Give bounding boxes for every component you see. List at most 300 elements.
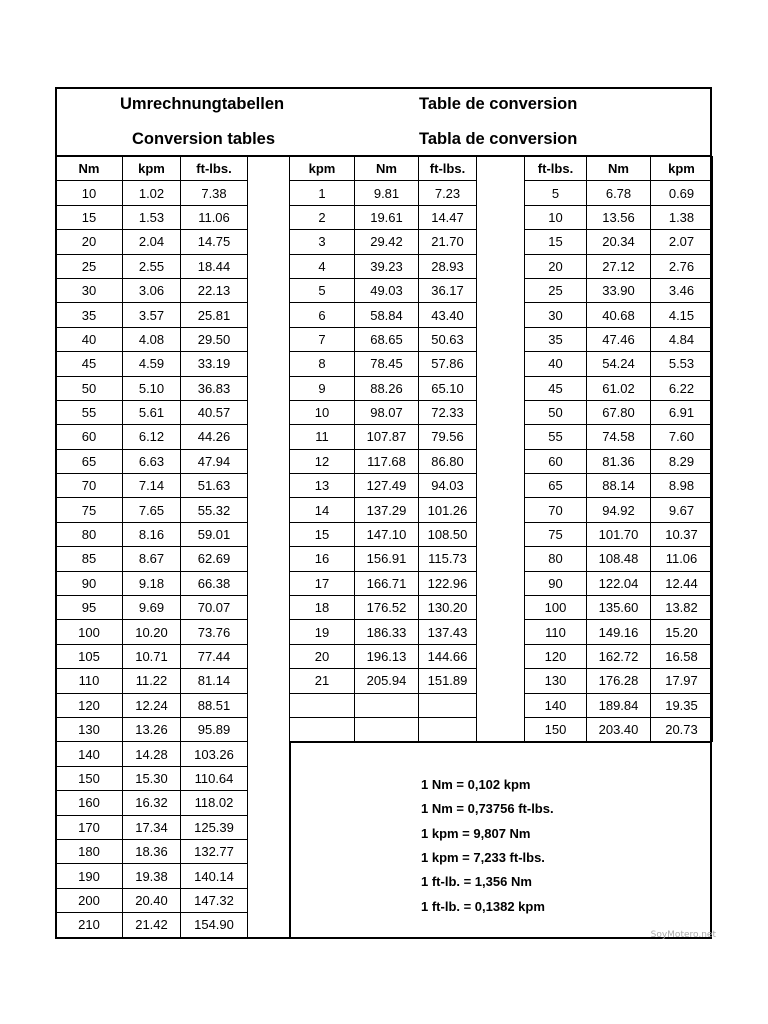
table-row <box>56 449 248 473</box>
table-row <box>56 644 248 668</box>
table-cell: 88.14 <box>587 474 651 498</box>
table-cell: 2.07 <box>651 230 713 254</box>
table-cell: 45 <box>525 376 587 400</box>
table-cell: 35 <box>525 327 587 351</box>
column-header: ft-lbs. <box>181 157 248 181</box>
table-cell: 6.78 <box>587 181 651 205</box>
table-row <box>525 717 713 741</box>
table-row <box>290 278 477 302</box>
table-cell: 2.55 <box>123 254 181 278</box>
table-cell: 43.40 <box>419 303 477 327</box>
table-cell: 15 <box>290 522 355 546</box>
table-cell: 2 <box>290 205 355 229</box>
table-cell: 2.04 <box>123 230 181 254</box>
table-cell: 19.61 <box>355 205 419 229</box>
table-cell: 70.07 <box>181 596 248 620</box>
table-cell: 20 <box>56 230 123 254</box>
table-cell: 140 <box>525 693 587 717</box>
column-header: Nm <box>56 157 123 181</box>
table-header-row <box>56 157 248 181</box>
table-cell: 30 <box>525 303 587 327</box>
table-cell: 4 <box>290 254 355 278</box>
table-cell: 10 <box>290 400 355 424</box>
table-cell: 66.38 <box>181 571 248 595</box>
table-cell: 4.84 <box>651 327 713 351</box>
table-cell: 110 <box>525 620 587 644</box>
table-cell: 7.38 <box>181 181 248 205</box>
watermark: SoyMotero.net <box>650 930 716 940</box>
column-header: ft-lbs. <box>525 157 587 181</box>
table-cell: 120 <box>525 644 587 668</box>
table-row <box>525 571 713 595</box>
table-cell: 9 <box>290 376 355 400</box>
table-cell: 1.02 <box>123 181 181 205</box>
table-cell: 3.57 <box>123 303 181 327</box>
table-cell: 20 <box>525 254 587 278</box>
table-cell: 122.96 <box>419 571 477 595</box>
table-cell <box>419 693 477 717</box>
table-row <box>56 571 248 595</box>
table-cell: 44.26 <box>181 425 248 449</box>
table-row <box>56 669 248 693</box>
table-cell: 55 <box>56 400 123 424</box>
table-cell: 40 <box>525 352 587 376</box>
table-row <box>56 278 248 302</box>
table-cell: 29.42 <box>355 230 419 254</box>
table-cell: 47.94 <box>181 449 248 473</box>
table-row <box>56 327 248 351</box>
column-header: Nm <box>587 157 651 181</box>
table-cell: 4.08 <box>123 327 181 351</box>
formula-line: 1 Nm = 0,73756 ft-lbs. <box>421 801 554 816</box>
table-cell <box>290 717 355 741</box>
table-cell: 200 <box>56 888 123 912</box>
table-cell: 68.65 <box>355 327 419 351</box>
table-row <box>290 376 477 400</box>
table-cell: 16.58 <box>651 644 713 668</box>
table-cell: 15 <box>525 230 587 254</box>
table-cell: 203.40 <box>587 717 651 741</box>
table-cell: 60 <box>56 425 123 449</box>
table-cell: 14.47 <box>419 205 477 229</box>
formula-box <box>289 741 712 939</box>
table-cell: 88.26 <box>355 376 419 400</box>
table-cell: 150 <box>56 766 123 790</box>
table-cell: 127.49 <box>355 474 419 498</box>
table-row <box>525 254 713 278</box>
table-cell: 151.89 <box>419 669 477 693</box>
table-cell: 14 <box>290 498 355 522</box>
formula-line: 1 Nm = 0,102 kpm <box>421 777 531 792</box>
table-cell: 176.52 <box>355 596 419 620</box>
table-cell: 73.76 <box>181 620 248 644</box>
table-cell: 11.22 <box>123 669 181 693</box>
formula-line: 1 kpm = 9,807 Nm <box>421 826 531 841</box>
table-cell: 10.71 <box>123 644 181 668</box>
table-row <box>525 278 713 302</box>
table-cell: 29.50 <box>181 327 248 351</box>
column-header: kpm <box>123 157 181 181</box>
column-header: ft-lbs. <box>419 157 477 181</box>
table-cell: 180 <box>56 839 123 863</box>
table-cell: 186.33 <box>355 620 419 644</box>
table-cell: 58.84 <box>355 303 419 327</box>
table-cell: 5 <box>290 278 355 302</box>
table-cell: 8.29 <box>651 449 713 473</box>
table-cell: 6.91 <box>651 400 713 424</box>
table-cell: 9.67 <box>651 498 713 522</box>
table-cell: 33.90 <box>587 278 651 302</box>
table-cell: 137.43 <box>419 620 477 644</box>
table-cell: 21.42 <box>123 913 181 937</box>
table-cell: 67.80 <box>587 400 651 424</box>
table-cell: 160 <box>56 791 123 815</box>
table-row <box>56 620 248 644</box>
table-cell: 170 <box>56 815 123 839</box>
table-row <box>56 717 248 741</box>
table-cell: 70 <box>56 474 123 498</box>
table-row <box>525 498 713 522</box>
table-cell: 7.60 <box>651 425 713 449</box>
table-row <box>290 400 477 424</box>
table-cell: 55 <box>525 425 587 449</box>
table-cell: 81.14 <box>181 669 248 693</box>
table-row <box>525 181 713 205</box>
table-row <box>56 815 248 839</box>
table-row <box>56 474 248 498</box>
table-cell: 196.13 <box>355 644 419 668</box>
table-cell: 5.61 <box>123 400 181 424</box>
table-row <box>56 913 248 937</box>
table-cell: 15.30 <box>123 766 181 790</box>
table-cell: 90 <box>56 571 123 595</box>
table-cell: 122.04 <box>587 571 651 595</box>
table-row <box>56 766 248 790</box>
table-row <box>56 254 248 278</box>
table-row <box>525 352 713 376</box>
table-row <box>290 522 477 546</box>
table-row <box>525 669 713 693</box>
table-row <box>56 522 248 546</box>
table-cell: 12.44 <box>651 571 713 595</box>
table-cell: 3.06 <box>123 278 181 302</box>
table-cell: 6.22 <box>651 376 713 400</box>
table-row <box>56 693 248 717</box>
table-cell: 39.23 <box>355 254 419 278</box>
table-cell: 9.69 <box>123 596 181 620</box>
table-row <box>290 620 477 644</box>
table-cell: 132.77 <box>181 839 248 863</box>
table-row <box>56 547 248 571</box>
table-cell: 1 <box>290 181 355 205</box>
table-row <box>56 498 248 522</box>
table-cell: 120 <box>56 693 123 717</box>
table-cell: 15.20 <box>651 620 713 644</box>
table-cell: 156.91 <box>355 547 419 571</box>
table-cell: 60 <box>525 449 587 473</box>
formula-line: 1 ft-lb. = 0,1382 kpm <box>421 899 545 914</box>
table-cell: 25.81 <box>181 303 248 327</box>
table-cell: 8 <box>290 352 355 376</box>
table-cell: 0.69 <box>651 181 713 205</box>
title-spanish: Tabla de conversion <box>419 130 578 148</box>
table-cell: 72.33 <box>419 400 477 424</box>
table-cell: 8.16 <box>123 522 181 546</box>
table-cell: 40.57 <box>181 400 248 424</box>
table-cell: 154.90 <box>181 913 248 937</box>
table-row <box>290 717 477 741</box>
table-cell: 18 <box>290 596 355 620</box>
table-cell: 10 <box>56 181 123 205</box>
table-cell: 101.70 <box>587 522 651 546</box>
table-cell: 11.06 <box>651 547 713 571</box>
table-cell: 176.28 <box>587 669 651 693</box>
table-row <box>56 400 248 424</box>
table-cell: 35 <box>56 303 123 327</box>
table-row <box>525 376 713 400</box>
table-cell: 98.07 <box>355 400 419 424</box>
table-cell: 2.76 <box>651 254 713 278</box>
table-row <box>525 522 713 546</box>
table-cell: 107.87 <box>355 425 419 449</box>
table-cell <box>419 717 477 741</box>
table-cell: 108.48 <box>587 547 651 571</box>
table-cell: 7.14 <box>123 474 181 498</box>
table-cell: 5.53 <box>651 352 713 376</box>
table-row <box>56 839 248 863</box>
table-cell: 166.71 <box>355 571 419 595</box>
table-cell: 7.65 <box>123 498 181 522</box>
table-cell: 103.26 <box>181 742 248 766</box>
table-row <box>525 644 713 668</box>
table-cell: 50 <box>56 376 123 400</box>
table-row <box>525 400 713 424</box>
table-cell: 21 <box>290 669 355 693</box>
formula-line: 1 kpm = 7,233 ft-lbs. <box>421 850 545 865</box>
table-cell: 13.82 <box>651 596 713 620</box>
table-cell: 147.10 <box>355 522 419 546</box>
table-cell: 3 <box>290 230 355 254</box>
table-row <box>290 352 477 376</box>
table-cell: 12.24 <box>123 693 181 717</box>
table-cell: 19.38 <box>123 864 181 888</box>
table-row <box>525 425 713 449</box>
table-cell: 5.10 <box>123 376 181 400</box>
table-row <box>290 449 477 473</box>
column-header: Nm <box>355 157 419 181</box>
table-row <box>290 230 477 254</box>
table-cell: 6 <box>290 303 355 327</box>
table-cell: 94.03 <box>419 474 477 498</box>
title-english: Conversion tables <box>132 130 276 148</box>
table-cell: 16.32 <box>123 791 181 815</box>
table-row <box>525 230 713 254</box>
table-cell: 81.36 <box>587 449 651 473</box>
table-cell: 147.32 <box>181 888 248 912</box>
table-row <box>56 303 248 327</box>
table-cell: 130.20 <box>419 596 477 620</box>
table-cell: 7.23 <box>419 181 477 205</box>
table-row <box>290 596 477 620</box>
table-cell: 100 <box>525 596 587 620</box>
table-cell: 4.15 <box>651 303 713 327</box>
table-cell: 7 <box>290 327 355 351</box>
table-cell: 189.84 <box>587 693 651 717</box>
table-cell: 137.29 <box>355 498 419 522</box>
table-cell: 150 <box>525 717 587 741</box>
table-cell: 205.94 <box>355 669 419 693</box>
table-cell: 17 <box>290 571 355 595</box>
table-cell: 17.34 <box>123 815 181 839</box>
table-cell: 125.39 <box>181 815 248 839</box>
table-row <box>290 205 477 229</box>
table-cell: 144.66 <box>419 644 477 668</box>
table-cell: 25 <box>525 278 587 302</box>
table-row <box>56 230 248 254</box>
table-cell: 90 <box>525 571 587 595</box>
table-cell: 15 <box>56 205 123 229</box>
table-cell: 13.26 <box>123 717 181 741</box>
table-cell: 88.51 <box>181 693 248 717</box>
table-cell: 51.63 <box>181 474 248 498</box>
table-cell: 4.59 <box>123 352 181 376</box>
table-cell: 8.98 <box>651 474 713 498</box>
table-cell: 14.75 <box>181 230 248 254</box>
table-row <box>56 864 248 888</box>
table-cell: 50.63 <box>419 327 477 351</box>
table-cell: 17.97 <box>651 669 713 693</box>
table-cell: 50 <box>525 400 587 424</box>
table-cell: 162.72 <box>587 644 651 668</box>
table-cell: 33.19 <box>181 352 248 376</box>
table-row <box>525 449 713 473</box>
table-cell: 65.10 <box>419 376 477 400</box>
table-cell: 94.92 <box>587 498 651 522</box>
table-cell: 10.20 <box>123 620 181 644</box>
column-header: kpm <box>651 157 713 181</box>
table-cell: 65 <box>56 449 123 473</box>
table-cell: 18.44 <box>181 254 248 278</box>
table-cell: 80 <box>525 547 587 571</box>
table-row <box>290 254 477 278</box>
table-cell: 13 <box>290 474 355 498</box>
table-cell <box>355 693 419 717</box>
table-row <box>290 425 477 449</box>
table-cell: 57.86 <box>419 352 477 376</box>
table-cell: 95.89 <box>181 717 248 741</box>
table-cell: 101.26 <box>419 498 477 522</box>
table-cell: 110 <box>56 669 123 693</box>
table-cell: 6.63 <box>123 449 181 473</box>
table-row <box>56 181 248 205</box>
table-cell: 11.06 <box>181 205 248 229</box>
table-cell: 13.56 <box>587 205 651 229</box>
table-row <box>525 620 713 644</box>
table-cell: 117.68 <box>355 449 419 473</box>
table-cell: 47.46 <box>587 327 651 351</box>
table-cell: 49.03 <box>355 278 419 302</box>
table-cell: 54.24 <box>587 352 651 376</box>
table-cell: 9.81 <box>355 181 419 205</box>
table-cell: 10 <box>525 205 587 229</box>
table-kpm-conversion <box>289 156 477 742</box>
table-cell: 12 <box>290 449 355 473</box>
table-cell: 135.60 <box>587 596 651 620</box>
table-cell: 75 <box>525 522 587 546</box>
table-row <box>290 669 477 693</box>
table-cell: 5 <box>525 181 587 205</box>
table-row <box>290 571 477 595</box>
table-row <box>56 742 248 766</box>
table-cell: 140.14 <box>181 864 248 888</box>
table-row <box>525 596 713 620</box>
table-nm-conversion <box>55 156 248 938</box>
table-cell: 40 <box>56 327 123 351</box>
table-cell: 140 <box>56 742 123 766</box>
table-row <box>56 352 248 376</box>
table-cell: 110.64 <box>181 766 248 790</box>
table-cell: 8.67 <box>123 547 181 571</box>
table-cell: 45 <box>56 352 123 376</box>
table-cell: 19 <box>290 620 355 644</box>
title-french: Table de conversion <box>419 95 578 113</box>
table-cell: 1.53 <box>123 205 181 229</box>
table-cell: 210 <box>56 913 123 937</box>
title-german: Umrechnungtabellen <box>120 95 285 113</box>
table-ftlbs-conversion <box>524 156 713 742</box>
table-cell: 65 <box>525 474 587 498</box>
table-cell: 21.70 <box>419 230 477 254</box>
table-cell: 6.12 <box>123 425 181 449</box>
table-cell: 95 <box>56 596 123 620</box>
table-cell: 118.02 <box>181 791 248 815</box>
table-row <box>525 474 713 498</box>
table-cell: 85 <box>56 547 123 571</box>
table-row <box>56 596 248 620</box>
table-cell: 78.45 <box>355 352 419 376</box>
table-cell: 115.73 <box>419 547 477 571</box>
table-row <box>290 547 477 571</box>
column-header: kpm <box>290 157 355 181</box>
table-row <box>290 498 477 522</box>
table-cell: 1.38 <box>651 205 713 229</box>
table-row <box>525 547 713 571</box>
table-cell: 40.68 <box>587 303 651 327</box>
table-cell: 36.83 <box>181 376 248 400</box>
table-row <box>290 303 477 327</box>
table-row <box>290 327 477 351</box>
table-row <box>525 303 713 327</box>
table-cell: 59.01 <box>181 522 248 546</box>
table-row <box>56 376 248 400</box>
table-cell: 79.56 <box>419 425 477 449</box>
table-cell: 130 <box>525 669 587 693</box>
table-header-row <box>525 157 713 181</box>
table-cell: 27.12 <box>587 254 651 278</box>
formula-line: 1 ft-lb. = 1,356 Nm <box>421 874 532 889</box>
table-cell: 20.34 <box>587 230 651 254</box>
table-cell: 36.17 <box>419 278 477 302</box>
table-row <box>290 181 477 205</box>
table-cell: 20.40 <box>123 888 181 912</box>
table-cell: 100 <box>56 620 123 644</box>
table-cell: 86.80 <box>419 449 477 473</box>
table-cell: 20.73 <box>651 717 713 741</box>
table-row <box>525 327 713 351</box>
table-row <box>290 474 477 498</box>
table-cell: 105 <box>56 644 123 668</box>
table-cell: 3.46 <box>651 278 713 302</box>
